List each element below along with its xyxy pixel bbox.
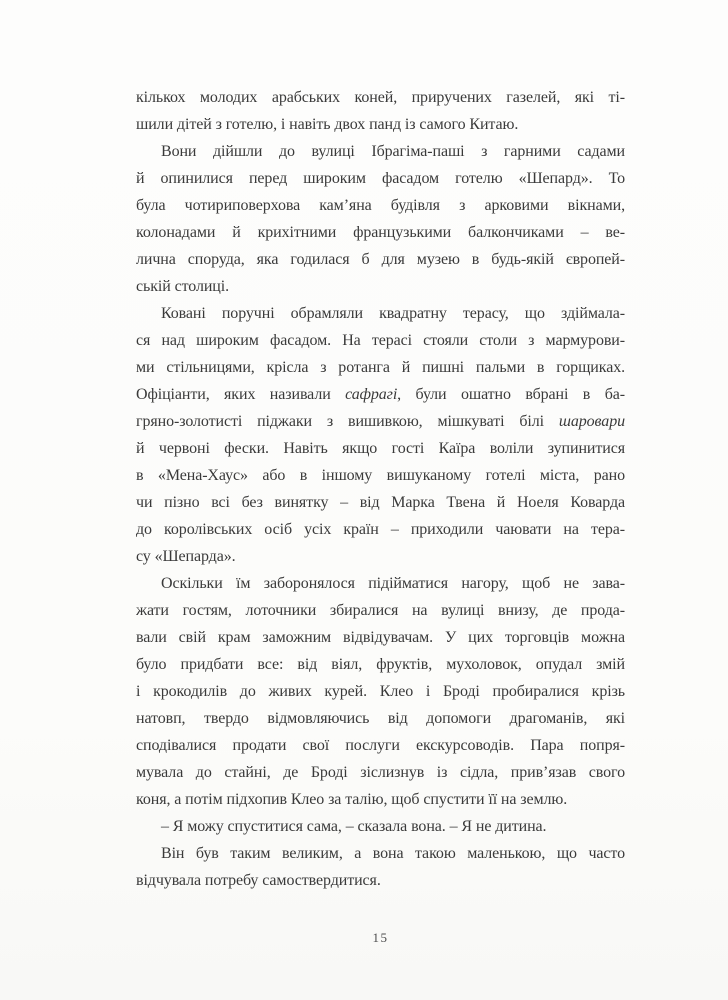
text-segment: шили дітей з готелю, і навіть двох панд із самого Китаю. [136, 116, 519, 133]
text-segment: Він був таким великим, а вона такою маленькою, що часто [161, 845, 625, 862]
text-line [136, 678, 625, 705]
text-line [136, 786, 625, 813]
text-line [136, 624, 625, 651]
text-line [136, 300, 625, 327]
text-line [136, 138, 625, 165]
text-segment-italic: шаровари [558, 413, 625, 430]
text-segment: вали свій крам заможним відвідувачам. У цих торговців можна [136, 629, 625, 646]
text-line [136, 408, 625, 435]
text-line [136, 516, 625, 543]
text-line [136, 219, 625, 246]
text-segment: колонадами й крихітними французькими балкончиками – ве- [136, 224, 625, 241]
text-segment: ми стільницями, крісла з ротанга й пишні пальми в горщиках. [136, 359, 625, 376]
text-line [136, 705, 625, 732]
text-line [136, 759, 625, 786]
text-segment: жати гостям, лоточники збиралися на вулиці внизу, де прода- [136, 602, 625, 619]
text-line [136, 165, 625, 192]
text-line [136, 111, 625, 138]
text-segment: до королівських осіб усіх країн – приходили чаювати на тера- [136, 521, 625, 538]
text-segment: кількох молодих арабських коней, приручених газелей, які ті- [136, 89, 625, 106]
text-segment: ся над широким фасадом. На терасі стояли столи з мармурови- [136, 332, 625, 349]
text-segment: й опинилися перед широким фасадом готелю «Шепард». То [136, 170, 625, 187]
text-segment: чи пізно всі без винятку – від Марка Твена й Ноеля Коварда [136, 494, 625, 511]
text-segment: лична споруда, яка годилася б для музею в будь-якій європей- [136, 251, 625, 268]
text-line [136, 543, 625, 570]
text-segment: Вони дійшли до вулиці Ібрагіма-паші з гарними садами [161, 143, 625, 160]
text-segment: коня, а потім підхопив Клео за талію, щоб спустити її на землю. [136, 791, 568, 808]
text-line [136, 489, 625, 516]
text-line [136, 192, 625, 219]
text-line [136, 732, 625, 759]
page-text-block [136, 84, 625, 894]
text-line [136, 246, 625, 273]
text-segment: су «Шепарда». [136, 548, 236, 565]
text-segment: було придбати все: від віял, фруктів, мухоловок, опудал змій [136, 656, 625, 673]
text-segment: ській столиці. [136, 278, 230, 295]
page-number: 15 [372, 930, 389, 945]
text-line [136, 381, 625, 408]
text-segment: й червоні фески. Навіть якщо гості Каїра воліли зупинитися [136, 440, 625, 457]
text-line [136, 570, 625, 597]
text-segment: – Я можу спуститися сама, – сказала вона. – Я не дитина. [161, 818, 547, 835]
text-segment: натовп, твердо відмовляючись від допомоги драгоманів, які [136, 710, 625, 727]
text-line [136, 84, 625, 111]
text-segment: Офіціанти, яких називали [136, 386, 346, 403]
text-segment-italic: сафрагі [345, 386, 398, 403]
text-line [136, 867, 625, 894]
text-line [136, 813, 625, 840]
text-segment: сподівалися продати свої послуги екскурсоводів. Пара попря- [136, 737, 625, 754]
text-segment: відчувала потребу самоствердитися. [136, 872, 381, 889]
text-line [136, 597, 625, 624]
text-segment: , були ошатно вбрані в ба- [397, 386, 625, 403]
text-line [136, 273, 625, 300]
text-segment: Оскільки їм заборонялося підійматися нагору, щоб не зава- [161, 575, 625, 592]
text-segment: і крокодилів до живих курей. Клео і Броді пробиралися крізь [136, 683, 625, 700]
text-line [136, 435, 625, 462]
text-segment: гряно-золотисті піджаки з вишивкою, мішкуваті білі [136, 413, 559, 430]
text-segment: в «Мена-Хаус» або в іншому вишуканому готелі міста, рано [136, 467, 625, 484]
text-line [136, 354, 625, 381]
text-segment: Ковані поручні обрамляли квадратну терасу, що здіймала- [161, 305, 625, 322]
text-segment: мувала до стайні, де Броді зіслизнув із сідла, прив’язав свого [136, 764, 625, 781]
text-line [136, 840, 625, 867]
text-line [136, 327, 625, 354]
text-line [136, 651, 625, 678]
text-segment: була чотириповерхова кам’яна будівля з арковими вікнами, [136, 197, 625, 214]
text-line [136, 462, 625, 489]
